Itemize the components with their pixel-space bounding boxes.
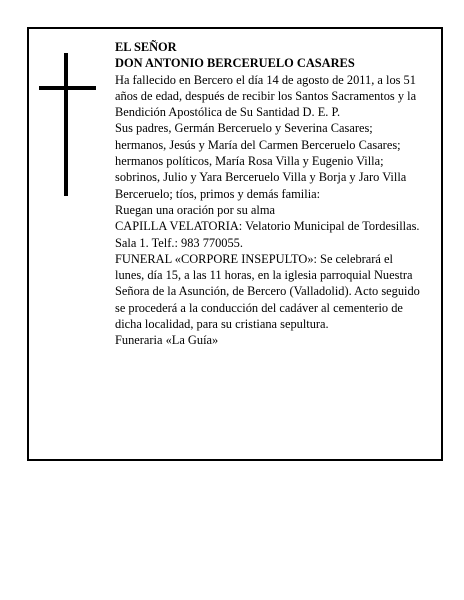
death-announcement: Ha fallecido en Bercero el día 14 de agosto de 2011, a los 51 años de edad, después de recibir los Santos Sacramentos y la Bendición Apostólica de Su Santidad D. E. P. <box>115 72 417 120</box>
heading: EL SEÑOR <box>115 40 177 54</box>
funeral-info: FUNERAL «CORPORE INSEPULTO»: Se celebrará el lunes, día 15, a las 11 horas, en la iglesia parroquial Nuestra Señora de la Asunción, de Bercero (Valladolid). Acto seguido se procederá a la conducción del cadáver al cementerio de dicha localidad, para su cristiana sepultura. <box>115 251 420 332</box>
prayer-request: Ruegan una oración por su alma <box>115 202 275 217</box>
wake-info: CAPILLA VELATORIA: Velatorio Municipal de Tordesillas. Sala 1. Telf.: 983 770055. <box>115 219 420 250</box>
cross-icon-bar <box>39 86 96 90</box>
cross-icon <box>64 53 68 196</box>
obituary-text <box>115 39 425 349</box>
family-list: Sus padres, Germán Berceruelo y Severina Casares; hermanos, Jesús y María del Carmen Berceruelo Casares; hermanos políticos, María Rosa Villa y Eugenio Villa; sobrinos, Julio y Yara Berceruelo Villa y Borja y Jaro Villa Berceruelo; tíos, primos y demás familia: <box>115 121 407 201</box>
funeral-home: Funeraria «La Guía» <box>115 333 219 348</box>
deceased-name: DON ANTONIO BERCERUELO CASARES <box>115 56 355 71</box>
